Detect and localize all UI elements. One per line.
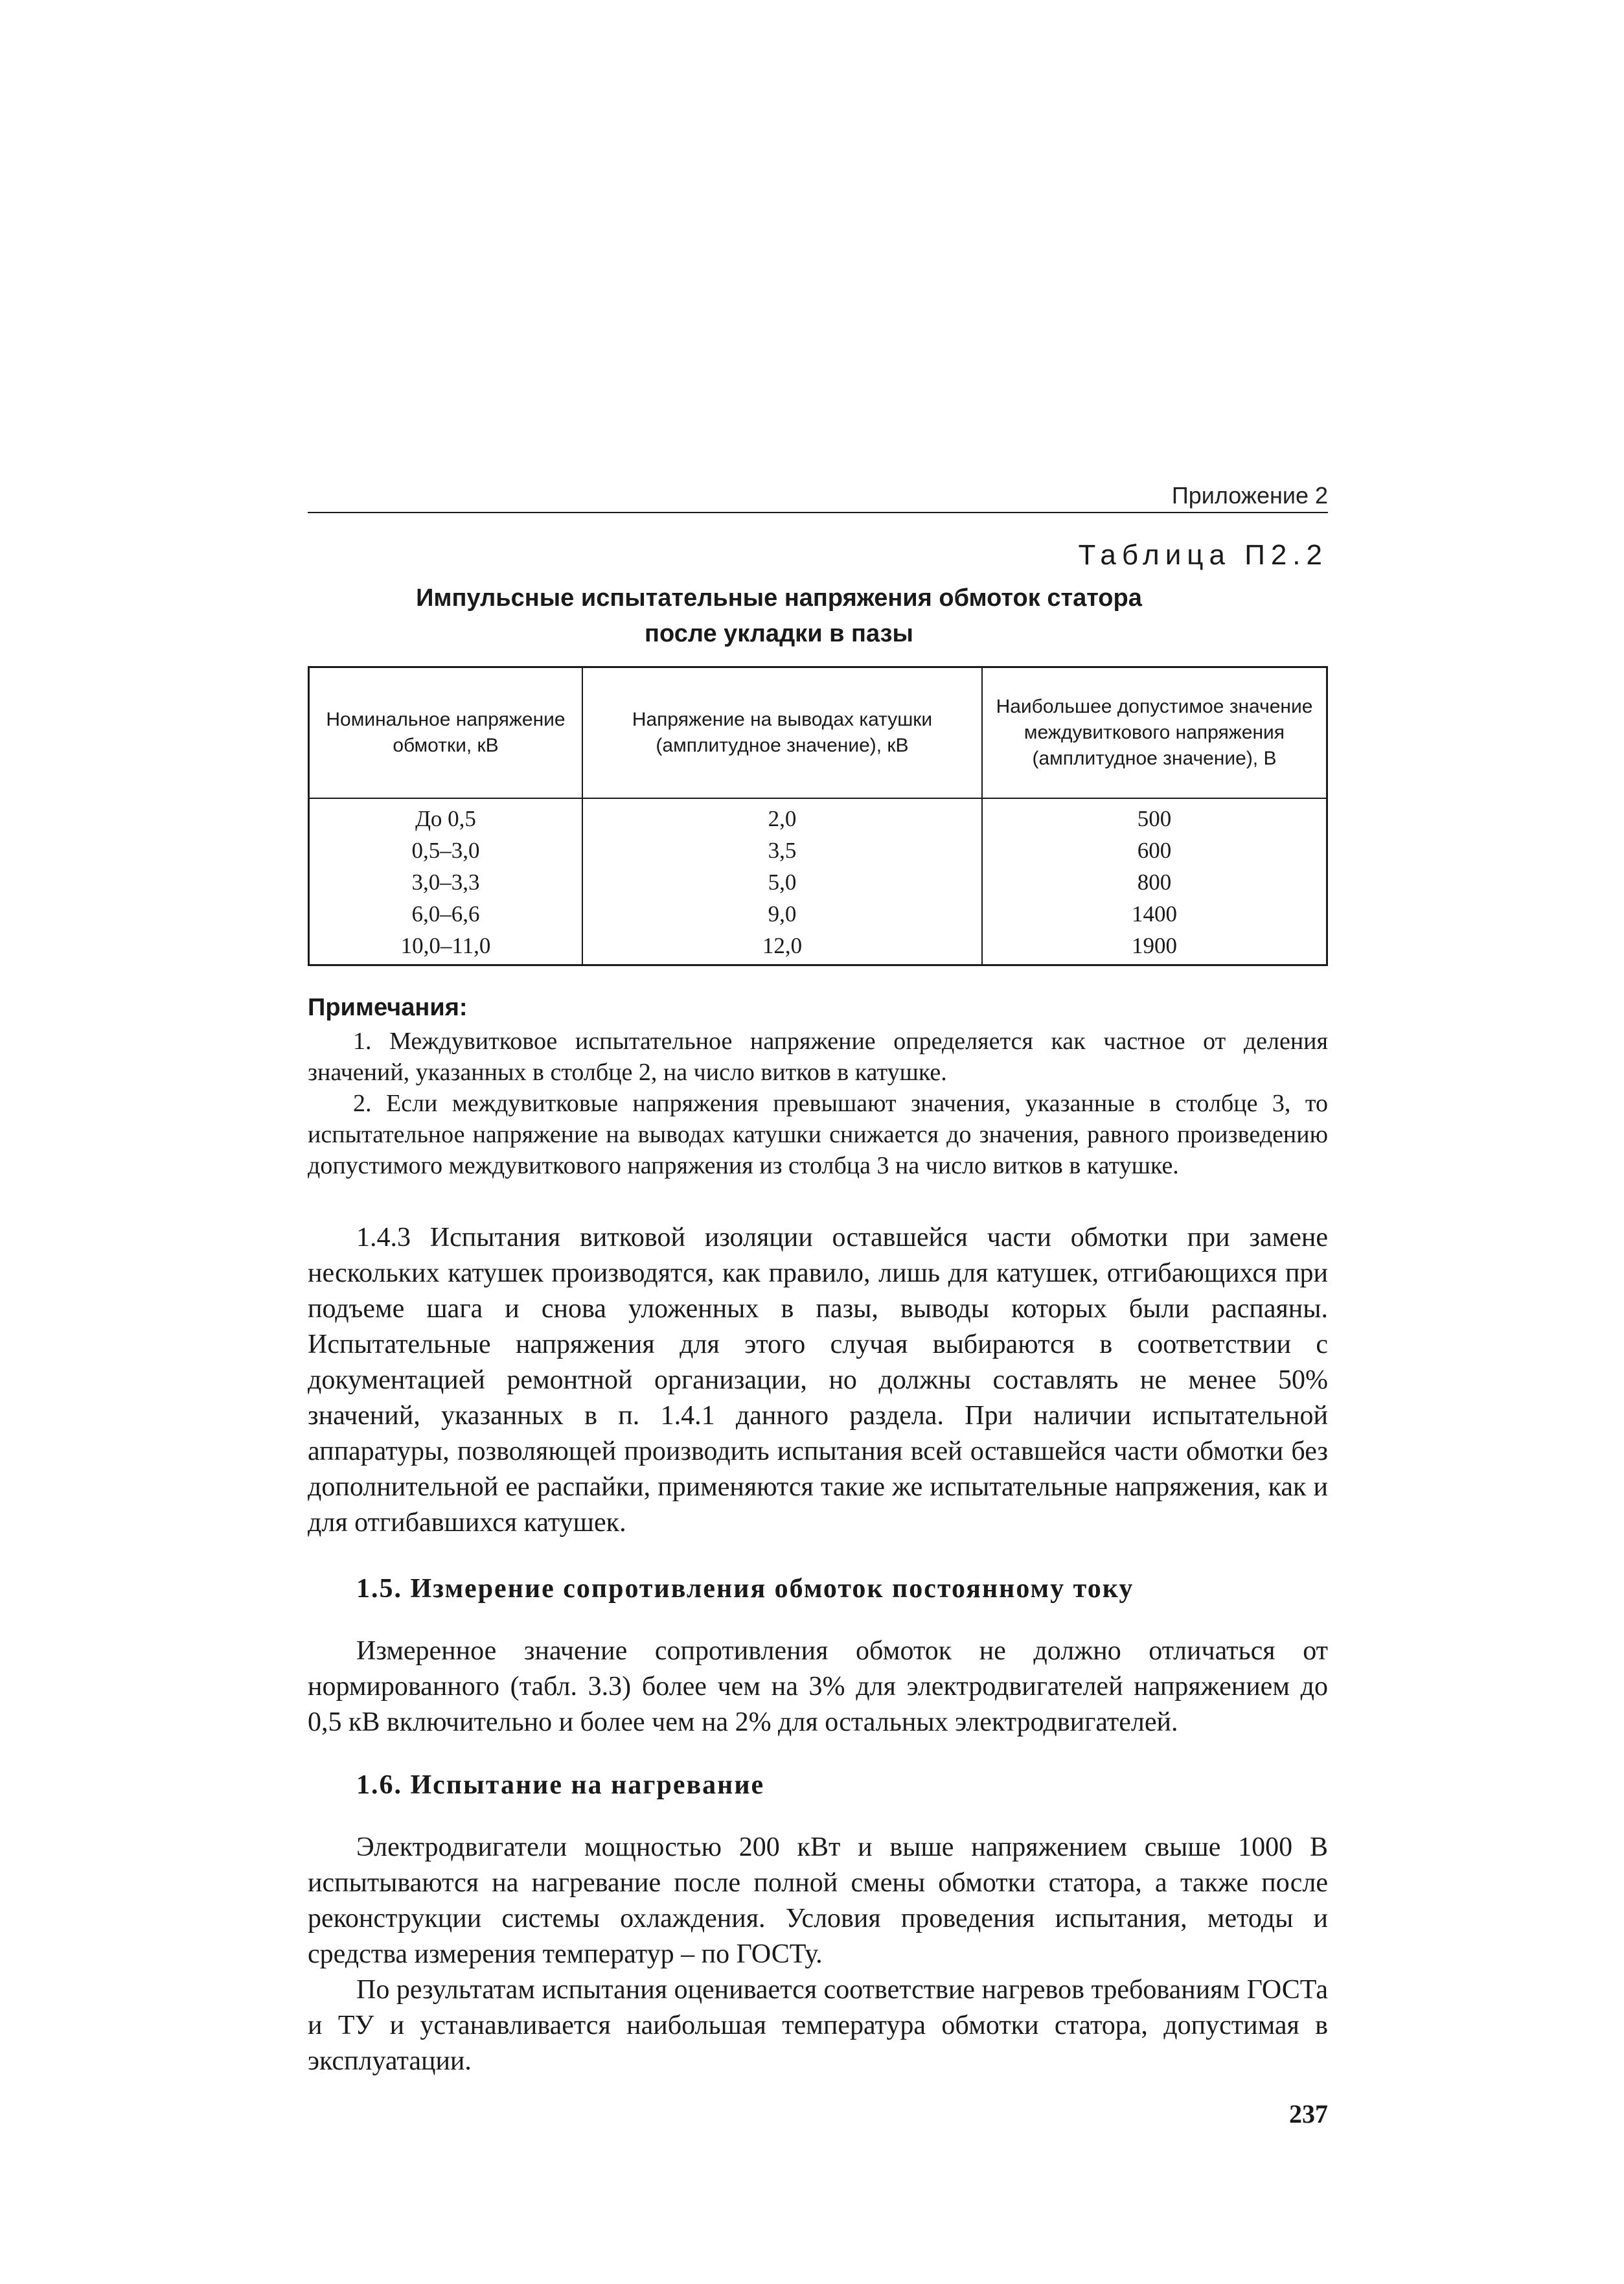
paragraph-1-4-3-block xyxy=(308,1220,1328,1541)
running-head-text: Приложение 2 xyxy=(1171,482,1328,509)
table-cell: 2,0 xyxy=(582,798,982,835)
running-head xyxy=(308,467,1328,513)
table-row xyxy=(309,930,1327,965)
table-label: Таблица П2.2 xyxy=(1078,539,1328,571)
header-nominal-voltage: Номинальное напряжение обмотки, кВ xyxy=(309,667,583,799)
section-1-6-para2: По результатам испытания оценивается соответствие нагревов требованиям ГОСТа и ТУ и устанавливается наибольшая температура обмотки статора, допустимая в эксплуатации. xyxy=(308,1975,1328,2076)
header-interturn-voltage: Наибольшее допустимое значение междувиткового напряжения (амплитудное значение), В xyxy=(982,667,1327,799)
notes-title: Примечания: xyxy=(308,994,468,1021)
table-cell: 600 xyxy=(982,835,1327,866)
section-1-6-para1: Электродвигатели мощностью 200 кВт и выше напряжением свыше 1000 В испытываются на нагревание после полной смены обмотки статора, а также после реконструкции системы охлаждения. Условия проведения испытания, методы и средства измерения температур – по ГОСТу. xyxy=(308,1832,1328,1969)
note-1: 1. Междувитковое испытательное напряжение определяется как частное от деления значений, указанных в столбце 2, на число витков в катушке. xyxy=(308,1028,1328,1086)
table-cell: 0,5–3,0 xyxy=(309,835,583,866)
section-1-6-body xyxy=(308,1830,1328,2079)
table-cell: 5,0 xyxy=(582,866,982,898)
table-title-line2: после укладки в пазы xyxy=(645,620,913,647)
table-cell: 1400 xyxy=(982,898,1327,930)
document-page xyxy=(308,467,1328,2131)
page-number: 237 xyxy=(1289,2099,1328,2128)
table-cell: 6,0–6,6 xyxy=(309,898,583,930)
table-row xyxy=(309,898,1327,930)
table-row xyxy=(309,866,1327,898)
note-2: 2. Если междувитковые напряжения превышают значения, указанные в столбце 3, то испытательное напряжение на выводах катушки снижается до значения, равного произведению допустимого междувиткового напряжения из столбца 3 на число витков в катушке. xyxy=(308,1090,1328,1179)
header-coil-voltage: Напряжение на выводах катушки (амплитудное значение), кВ xyxy=(582,667,982,799)
table-cell: 800 xyxy=(982,866,1327,898)
table-cell: 9,0 xyxy=(582,898,982,930)
table-cell: До 0,5 xyxy=(309,798,583,835)
table-cell: 3,0–3,3 xyxy=(309,866,583,898)
table-title xyxy=(308,581,1328,652)
page-footer xyxy=(308,2079,1328,2131)
table-header-row xyxy=(309,667,1327,799)
table-title-line1: Импульсные испытательные напряжения обмоток статора xyxy=(416,584,1142,612)
table-cell: 3,5 xyxy=(582,835,982,866)
table-notes xyxy=(308,992,1328,1181)
voltage-table xyxy=(308,666,1328,966)
table-cell: 10,0–11,0 xyxy=(309,930,583,965)
section-1-5-heading: 1.5. Измерение сопротивления обмоток постоянному току xyxy=(356,1574,1134,1604)
table-row xyxy=(309,798,1327,835)
section-1-5-text: Измеренное значение сопротивления обмоток не должно отличаться от нормированного (табл. 3.3) более чем на 3% для электродвигателей напряжением до 0,5 кВ включительно и более чем на 2% для остальных электродвигателей. xyxy=(308,1636,1328,1737)
table-cell: 500 xyxy=(982,798,1327,835)
section-1-6-heading: 1.6. Испытание на нагревание xyxy=(356,1770,765,1800)
table-row xyxy=(309,835,1327,866)
section-1-5-body xyxy=(308,1633,1328,1740)
paragraph-1-4-3: 1.4.3 Испытания витковой изоляции оставшейся части обмотки при замене нескольких катушек производятся, как правило, лишь для катушек, отгибающихся при подъеме шага и снова уложенных в пазы, выводы которых были распаяны. Испытательные напряжения для этого случая выбираются в соответствии с документацией ремонтной организации, но должны составлять не менее 50% значений, указанных в п. 1.4.1 данного раздела. При наличии испытательной аппаратуры, позволяющей производить испытания всей оставшейся части обмотки без дополнительной ее распайки, применяются такие же испытательные напряжения, как и для отгибавшихся катушек. xyxy=(308,1223,1328,1538)
table-cell: 1900 xyxy=(982,930,1327,965)
table-cell: 12,0 xyxy=(582,930,982,965)
